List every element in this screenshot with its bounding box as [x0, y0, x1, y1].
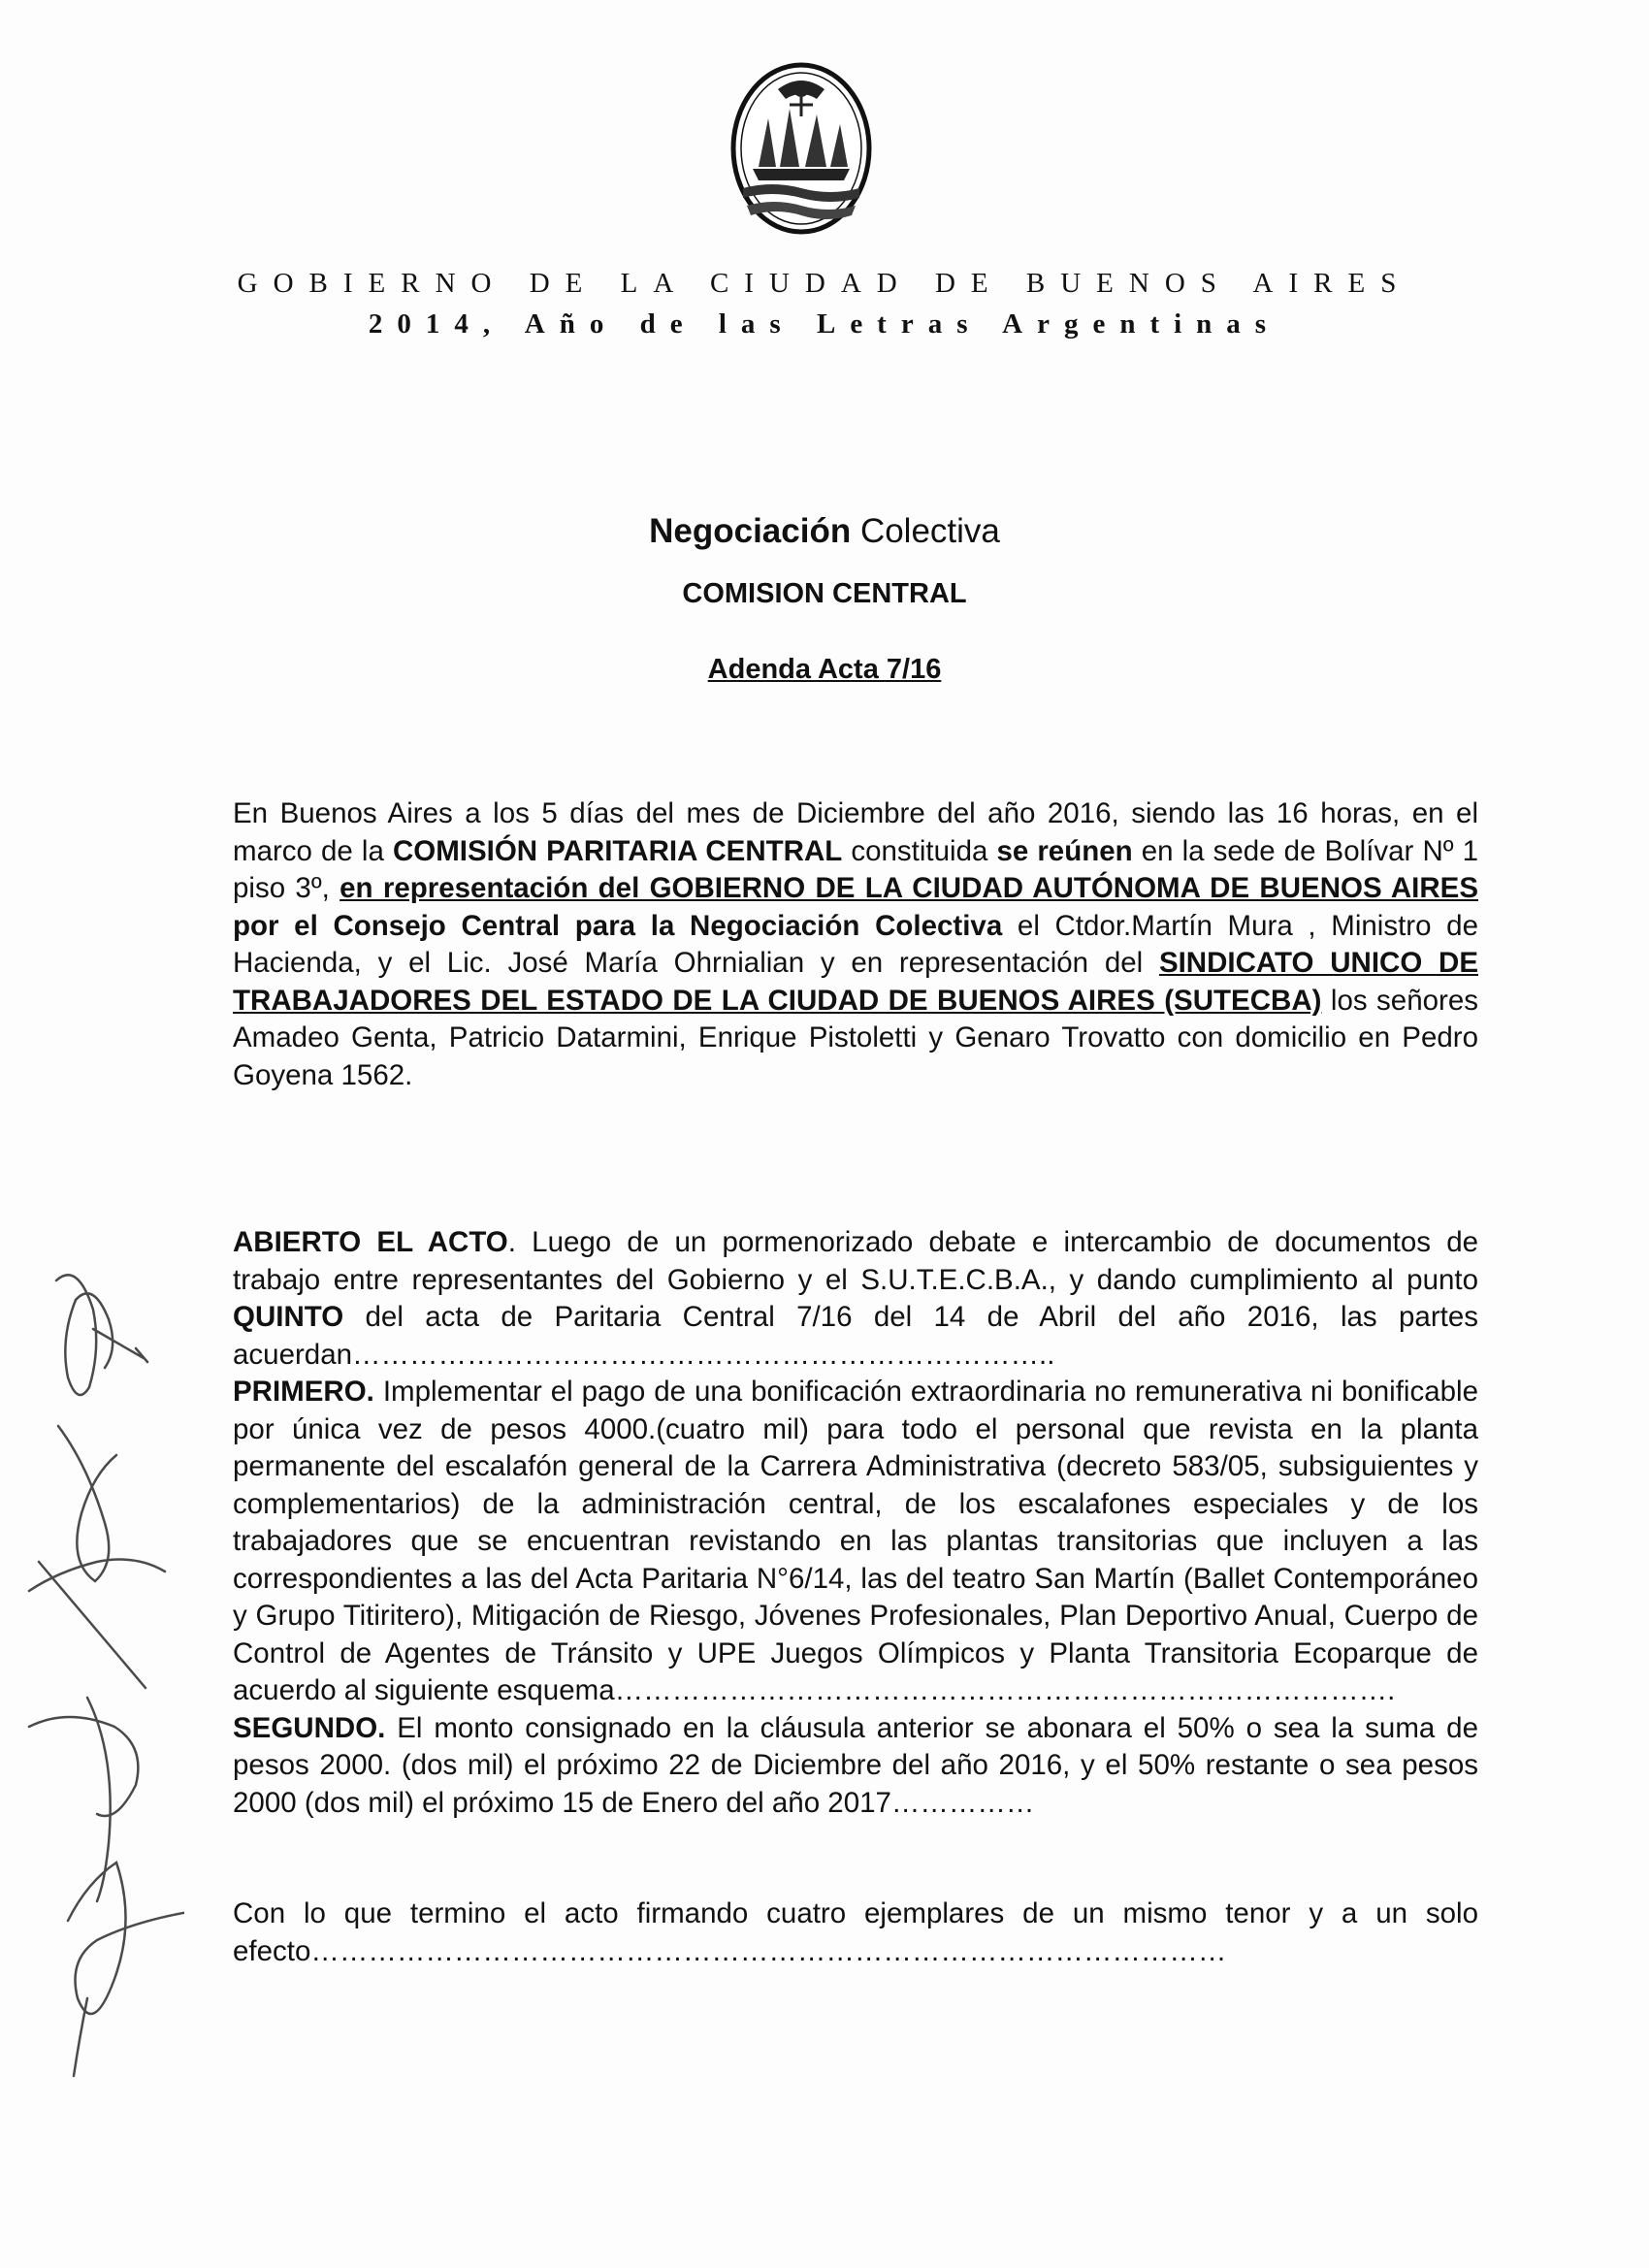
text-run: constituida	[842, 834, 997, 867]
government-motto: 2014, Año de las Letras Argentinas	[368, 308, 1281, 340]
title-bold-part: Negociación	[649, 512, 852, 550]
commission-subtitle: COMISION CENTRAL	[682, 578, 967, 609]
clause-label-segundo: SEGUNDO.	[233, 1711, 386, 1744]
closing-paragraph: Con lo que termino el acto firmando cuatro ejemplares de un mismo tenor y a un solo efecto……………………………………………………………………………………	[233, 1897, 1478, 1967]
text-run: en la sede de Bolívar Nº 1 piso 3º,	[233, 834, 1478, 904]
document-title	[0, 512, 1649, 551]
text-run-bold: COMISIÓN PARITARIA CENTRAL	[392, 834, 843, 867]
text-run-bold: ABIERTO EL ACTO	[233, 1226, 508, 1258]
addendum-title: Adenda Acta 7/16	[707, 654, 942, 685]
text-run-bold: se reúnen	[996, 834, 1133, 867]
text-run: En Buenos Aires a los 5 días del mes de Diciembre del año 2016, siendo las 16 horas, en el marco de la	[233, 797, 1478, 867]
opening-paragraph	[233, 795, 1478, 1094]
agreement-paragraph	[233, 1224, 1478, 1822]
text-run: el Ctdor.Martín Mura , Ministro de Hacienda, y el Lic. José María Ohrnialian y en representación del	[233, 909, 1478, 979]
text-run: los señores Amadeo Genta, Patricio Datarmini, Enrique Pistoletti y Genaro Trovatto con domicilio en Pedro Goyena 1562.	[233, 984, 1478, 1091]
text-run-bold-underline: SINDICATO UNICO DE TRABAJADORES DEL ESTADO DE LA CIUDAD DE BUENOS AIRES (SUTECBA)	[233, 947, 1478, 1017]
clause-text-segundo: El monto consignado en la cláusula anterior se abonara el 50% o sea la suma de pesos 2000. (dos mil) el próximo 22 de Diciembre del año 2016, y el 50% restante o sea pesos 2000 (dos mil) el próximo 15 de Enero del año 2017……………	[233, 1711, 1478, 1819]
text-run: . Luego de un pormenorizado debate e intercambio de documentos de trabajo entre representantes del Gobierno y el S.U.T.E.C.B.A., y dando cumplimiento al punto	[233, 1226, 1479, 1296]
text-run-bold: por el Consejo Central para la Negociación Colectiva	[233, 909, 1003, 942]
text-run: del acta de Paritaria Central 7/16 del 14 de Abril del año 2016, las partes acuerdan………………………………………………………………..	[233, 1301, 1478, 1371]
text-run-bold-underline: en representación del GOBIERNO DE LA CIUDAD AUTÓNOMA DE BUENOS AIRES	[340, 872, 1478, 904]
coat-of-arms-seal-icon	[729, 60, 873, 237]
clause-label-primero: PRIMERO.	[233, 1376, 374, 1408]
clause-text-primero: Implementar el pago de una bonificación extraordinaria no remunerativa ni bonificable por única vez de pesos 4000.(cuatro mil) para todo el personal que revista en la planta permanente del escalafón general de la Carrera Administrativa (decreto 583/05, subsiguientes y complementarios) de la administración central, de los escalafones especiales y de los trabajadores que se encuentran revistando en las plantas transitorias que incluyen a las correspondientes a las del Acta Paritaria N°6/14, las del teatro San Martín (Ballet Contemporáneo y Grupo Titiritero), Mitigación de Riesgo, Jóvenes Profesionales, Plan Deportivo Anual, Cuerpo de Control de Agentes de Tránsito y UPE Juegos Olímpicos y Planta Transitoria Ecoparque de acuerdo al siguiente esquema……………………………………………………………………….	[233, 1376, 1478, 1706]
text-run-bold: QUINTO	[233, 1301, 344, 1333]
title-regular-part: Colectiva	[851, 512, 1000, 550]
handwritten-signatures-icon	[0, 1242, 184, 2115]
government-name: GOBIERNO DE LA CIUDAD DE BUENOS AIRES	[237, 268, 1412, 299]
